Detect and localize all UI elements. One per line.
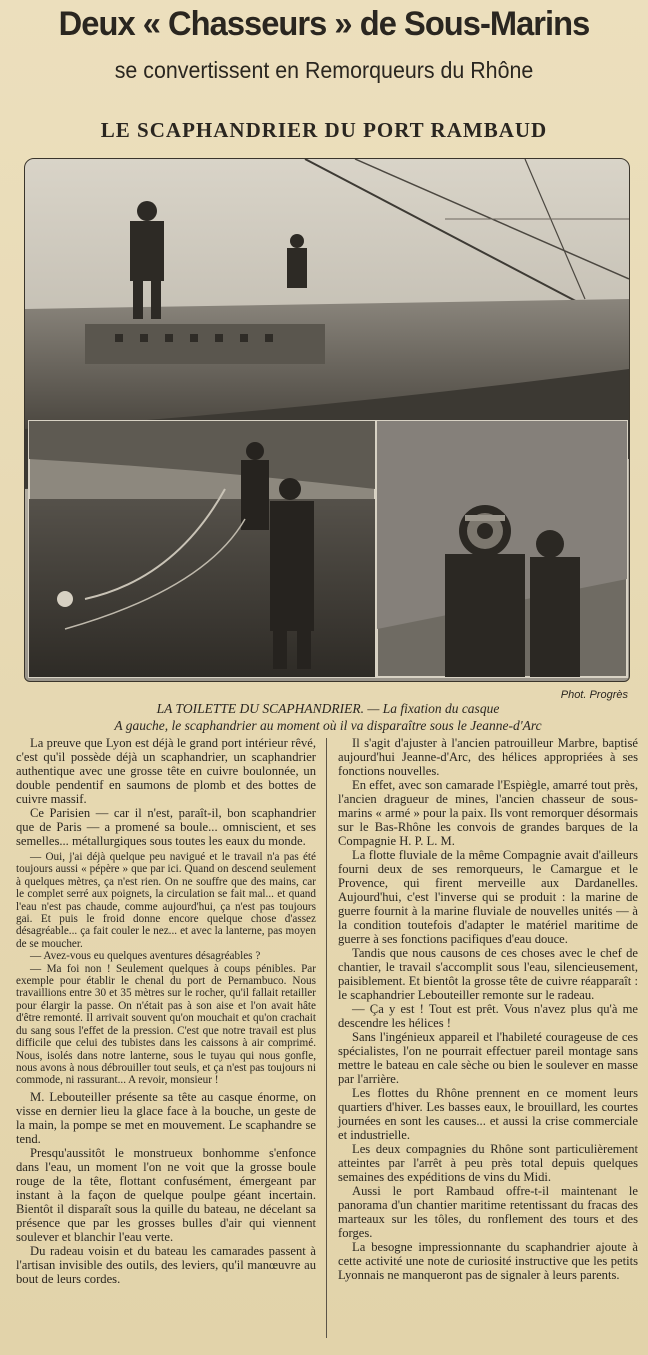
paragraph: Les flottes du Rhône prennent en ce moment leurs quartiers d'hiver. Les basses eaux, le brouillard, les courtes journées en sont les causes... et aussi la crise commerciale et industrielle. [338,1086,638,1142]
headline: Deux « Chasseurs » de Sous-Marins [58,5,590,43]
paragraph: Les deux compagnies du Rhône sont particulièrement atteintes par l'arrêt à peu près total depuis quelques semaines des expéditions de vins du Midi. [338,1142,638,1184]
interview-paragraph: — Ma foi non ! Seulement quelques à coups pénibles. Par exemple pour établir le chenal du port de Pernambuco. Nous travaillions entre 30 et 35 mètres sur le rocher, qu'il fallait retailler pour élargir la passe. On n'était pas à son aise et l'on avait hâte d'être remonté. Il arrivait souvent qu'on mouchait et qu'on crachait du sang sous l'effet de la pression. C'est que notre travail est plus difficile que celui des tubistes dans les caissons à air comprimé. Nous, isolés dans notre lanterne, sous le tuyau qui nous gonfle, nous avons à nous débrouiller tout seuls, et ça n'est pas toujours ni commode, ni rassurant... A revoir, monsieur ! [16,962,316,1087]
left-column [16,736,316,1286]
paragraph: Tandis que nous causons de ces choses avec le chef de chantier, le travail s'accomplit sous l'eau, silencieusement, paisiblement. Et bientôt la grosse tête de cuivre réapparaît : le scaphandrier Lebouteiller remonte sur le radeau. [338,946,638,1002]
interview-paragraph: — Avez-vous eu quelques aventures désagréables ? [30,950,261,963]
paragraph: En effet, avec son camarade l'Espiègle, amarré tout près, l'ancien dragueur de mines, l'ancien chasseur de sous-marins « armé » pour la paix. Ils vont remorquer désormais sur le Bas-Rhône les convois de grandes barques de la Compagnie H. P. L. M. [338,778,638,848]
paragraph: Aussi le port Rambaud offre-t-il maintenant le panorama d'un chantier maritime retentissant du fracas des marteaux sur les tôles, du ronflement des tours et des forges. [338,1184,638,1240]
paragraph: La besogne impressionnante du scaphandrier ajoute à cette activité une note de curiosité instructive que les petits Lyonnais ne manqueront pas de signaler à leurs parents. [338,1240,638,1282]
paragraph: La preuve que Lyon est déjà le grand port intérieur rêvé, c'est qu'il possède déjà un scaphandrier, un scaphandrier authentique avec une grosse tête en cuivre boulonnée, un double pendentif en saumons de plomb et des bottes de cuivre massif. [16,736,316,806]
right-column [338,736,638,1282]
subheadline: se convertissent en Remorqueurs du Rhône [114,57,534,83]
photo-caption [20,700,636,734]
paragraph: La flotte fluviale de la même Compagnie avait d'ailleurs fourni deux de ses remorqueurs, le Camargue et le Provence, qui firent merveille aux Dardanelles. Aujourd'hui, c'est l'inverse qui se produit : la marine de guerre fournit à la marine fluviale de nouvelles unités — à la condition toutefois d'adapter le matériel maritime de guerre à ses fonctions pacifiques d'eau douce. [338,848,638,946]
paragraph: M. Lebouteiller présente sa tête au casque énorme, on visse en dernier lieu la glace face à la bouche, un geste de la main, la pompe se met en mouvement. Le scaphandre se tend. [16,1089,316,1146]
paragraph: Presqu'aussitôt le monstrueux bonhomme s'enfonce dans l'eau, un moment l'on ne voit que la grosse boule rouge de la tête, flottant confusément, émergeant par instant à la façon de quelque poulpe géant incertain. Bientôt il disparaît sous la quille du bateau, ne décelant sa présence que par les grosses bulles d'air qui viennent soulever et blanchir l'eau verte. [16,1145,316,1244]
paragraph: Il s'agit d'ajuster à l'ancien patrouilleur Marbre, baptisé aujourd'hui Jeanne-d'Arc, des hélices appropriées à ses fonctions nouvelles. [338,736,638,778]
interview-paragraph: — Oui, j'ai déjà quelque peu navigué et le travail n'a pas été toujours aussi « pépère » que par ici. Quand on descend seulement à quelques mètres, ça n'est rien. On ne souffre que des mains, car le complet serré aux poignets, la circulation se fait mal... et quand l'eau n'est pas chaude, comme aujourd'hui, ça n'est pas toujours gai. Et puis le froid donne encore quelque chose d'assez désagréable... ça fait couler le nez... et avec la lanterne, pas moyen de se moucher. [16,851,316,950]
caption-line-2: A gauche, le scaphandrier au moment où il va disparaître sous le Jeanne-d'Arc [114,718,542,733]
caption-line-1: LA TOILETTE DU SCAPHANDRIER. — La fixation du casque [156,701,500,716]
paragraph: — Ça y est ! Tout est prêt. Vous n'avez plus qu'à me descendre les hélices ! [338,1002,638,1030]
photo-credit: Phot. Progrès [560,689,628,701]
paragraph: Du radeau voisin et du bateau les camarades passent à l'artisan invisible des outils, des leviers, qu'il manœuvre au bout de leurs cordes. [16,1243,316,1286]
photo-illustration [25,159,629,681]
column-divider [326,738,327,1338]
paragraph: Sans l'ingénieux appareil et l'habileté courageuse de ces spécialistes, l'on ne pourrait effectuer pareil montage sans mettre le bateau en cale sèche ou bien le soulever en masse par l'arrière. [338,1030,638,1086]
section-kicker: LE SCAPHANDRIER DU PORT RAMBAUD [100,118,548,142]
news-photo [24,158,630,682]
paragraph: Ce Parisien — car il n'est, paraît-il, bon scaphandrier que de Paris — a promené sa boule... omniscient, et ses semelles... métallurgiques sous toutes les eaux du monde. [16,806,316,848]
